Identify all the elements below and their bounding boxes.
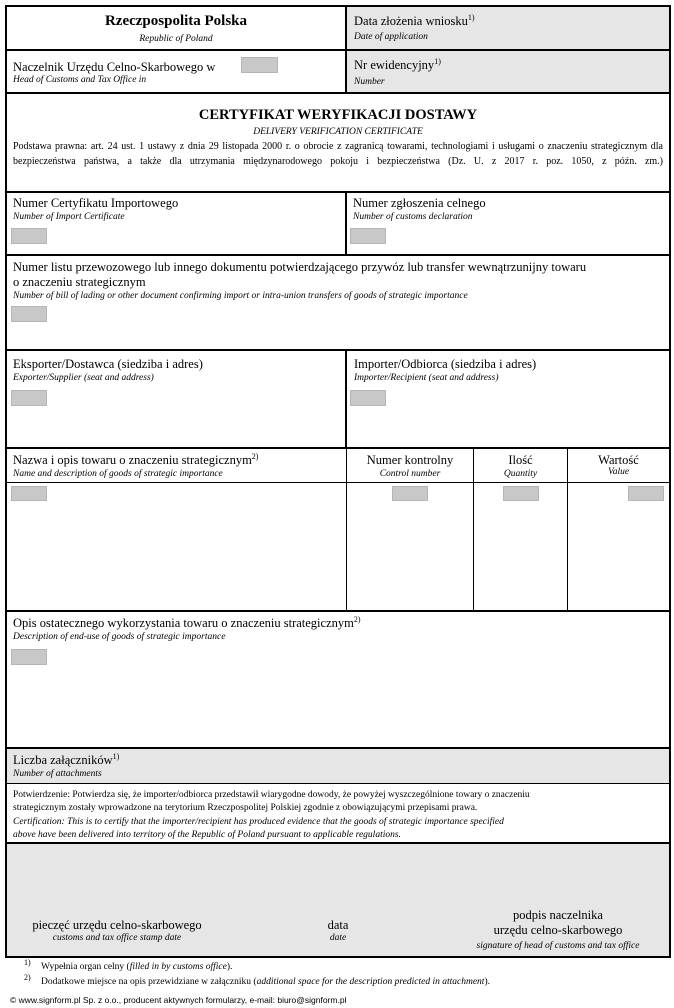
footnote-1: $^{1)}$ Wypełnia organ celny (filled in by customs office). bbox=[24, 957, 233, 972]
sep-3 bbox=[5, 191, 671, 193]
sep-7 bbox=[5, 610, 671, 612]
country-title-en: Republic of Poland bbox=[139, 34, 213, 44]
confirmation-line4: above have been delivered into territory of the Republic of Poland pursuant to applicable regulations. bbox=[13, 830, 401, 840]
certificate-title-en: DELIVERY VERIFICATION CERTIFICATE bbox=[253, 127, 423, 137]
quantity-input[interactable] bbox=[503, 486, 539, 501]
quantity-label: Ilość bbox=[508, 453, 533, 467]
exporter-label: Eksporter/Dostawca (siedziba i adres) bbox=[13, 357, 203, 371]
signature-label-line1: podpis naczelnika bbox=[513, 908, 603, 922]
date-sign-label-en: date bbox=[329, 933, 347, 943]
customs-decl-label: Numer zgłoszenia celnego bbox=[353, 196, 486, 210]
stamp-label: pieczęć urzędu celno-skarbowego bbox=[32, 918, 202, 932]
importer-label-en: Importer/Recipient (seat and address) bbox=[354, 373, 499, 383]
footnote-ref-1c: 1) bbox=[112, 751, 120, 761]
sep-goods-header bbox=[7, 482, 669, 483]
signature-label-en: signature of head of customs and tax office bbox=[476, 941, 640, 951]
bill-label-line2: o znaczeniu strategicznym bbox=[13, 275, 146, 289]
footnote-ref-1: 1) bbox=[467, 12, 475, 22]
end-use-label: Opis ostatecznego wykorzystania towaru o znaczeniu strategicznym$^{2)}$ bbox=[13, 614, 361, 630]
quantity-label-en: Quantity bbox=[503, 469, 538, 479]
footnote-ref-2: 2) bbox=[251, 451, 259, 461]
value-input[interactable] bbox=[628, 486, 664, 501]
frame-right bbox=[669, 5, 671, 958]
import-cert-label-en: Number of Import Certificate bbox=[13, 212, 125, 222]
confirmation-line1: Potwierdzenie: Potwierdza się, że importer/odbiorca przedstawił wiarygodne dowody, że powyżej wyszczególnione towary o znaczeniu bbox=[13, 790, 530, 800]
number-label: Nr ewidencyjny$^{1)}$ bbox=[354, 56, 441, 72]
stamp-label-en: customs and tax office stamp date bbox=[52, 933, 182, 943]
sep-5 bbox=[5, 349, 671, 351]
sep-6 bbox=[5, 447, 671, 449]
importer-input[interactable] bbox=[350, 390, 386, 406]
sep-2 bbox=[5, 92, 671, 94]
number-label-en: Number bbox=[354, 77, 385, 87]
sep-8 bbox=[5, 747, 671, 749]
exporter-label-en: Exporter/Supplier (seat and address) bbox=[13, 373, 154, 383]
footnote-ref-1b: 1) bbox=[434, 56, 441, 66]
attachments-label-en: Number of attachments bbox=[13, 769, 102, 779]
footnote-2: $^{2)}$ Dodatkowe miejsce na opis przewidziane w załączniku (additional space for the description predicted in attachment). bbox=[24, 972, 490, 987]
certificate-title: CERTYFIKAT WERYFIKACJI DOSTAWY bbox=[198, 107, 478, 123]
confirmation-line2: strategicznym zostały wprowadzone na terytorium Rzeczpospolitej Polskiej zgodnie z obowiązującymi przepisami prawa. bbox=[13, 803, 478, 813]
frame-top bbox=[5, 5, 671, 7]
vsep-header bbox=[345, 5, 347, 93]
bill-label-en: Number of bill of lading or other document confirming import or intra-union transfers of goods of strategic importance bbox=[13, 291, 468, 301]
bill-label-line1: Numer listu przewozowego lub innego dokumentu potwierdzającego przywóz lub transfer wewnątrzunijny towaru bbox=[13, 260, 587, 274]
date-label: Data złożenia wniosku$^{1)}$ bbox=[354, 12, 475, 28]
end-use-label-en: Description of end-use of goods of strategic importance bbox=[13, 632, 226, 642]
goods-name-label-en: Name and description of goods of strategic importance bbox=[13, 469, 223, 479]
control-number-label-en: Control number bbox=[379, 469, 441, 479]
exporter-input[interactable] bbox=[11, 390, 47, 406]
office-input[interactable] bbox=[241, 57, 278, 73]
footnote-ref-2b: 2) bbox=[353, 614, 361, 624]
sep-10 bbox=[5, 842, 671, 844]
date-label-en: Date of application bbox=[354, 32, 428, 42]
bill-input[interactable] bbox=[11, 306, 47, 322]
import-cert-input[interactable] bbox=[11, 228, 47, 244]
value-label-en: Value bbox=[607, 467, 630, 477]
vsep-exporter bbox=[345, 349, 347, 449]
customs-decl-label-en: Number of customs declaration bbox=[353, 212, 473, 222]
sep-1 bbox=[5, 49, 671, 51]
end-use-input[interactable] bbox=[11, 649, 47, 665]
attachments-label: Liczba załączników$^{1)}$ bbox=[13, 751, 120, 767]
footnote-1-mark: 1) bbox=[24, 957, 31, 967]
office-label: Naczelnik Urzędu Celno-Skarbowego w bbox=[13, 60, 216, 74]
office-label-en: Head of Customs and Tax Office in bbox=[13, 75, 147, 85]
goods-name-input[interactable] bbox=[11, 486, 47, 501]
sep-9 bbox=[7, 783, 669, 784]
import-cert-label: Numer Certyfikatu Importowego bbox=[13, 196, 179, 210]
publisher-footer: © www.signform.pl Sp. z o.o., producent aktywnych formularzy, e-mail: biuro@signform.pl bbox=[10, 995, 347, 1005]
vsep-import bbox=[345, 191, 347, 256]
sep-4 bbox=[5, 254, 671, 256]
control-number-label: Numer kontrolny bbox=[366, 453, 454, 467]
country-title: Rzeczpospolita Polska bbox=[104, 13, 248, 29]
legal-basis: Podstawa prawna: art. 24 ust. 1 ustawy z dnia 29 listopada 2000 r. o obrocie z zagranicą towarami, technologiami i usługami o znaczeniu strategicznym dla bezpieczeństwa państwa, a także dla utrzymania międzynarodowego pokoju i bezpieczeństwa (Dz. U. z 2017 r. poz. 1050, z późn. zm.) bbox=[13, 141, 663, 167]
footnote-2-mark: 2) bbox=[24, 972, 31, 982]
importer-label: Importer/Odbiorca (siedziba i adres) bbox=[354, 357, 537, 371]
value-label: Wartość bbox=[598, 453, 639, 467]
goods-name-label: Nazwa i opis towaru o znaczeniu strategicznym$^{2)}$ bbox=[13, 451, 259, 467]
date-sign-label: data bbox=[327, 918, 349, 932]
control-number-input[interactable] bbox=[392, 486, 428, 501]
customs-decl-input[interactable] bbox=[350, 228, 386, 244]
confirmation-line3: Certification: This is to certify that the importer/recipient has produced evidence that the goods of strategic importance specified bbox=[13, 817, 504, 827]
signature-label-line2: urzędu celno-skarbowego bbox=[493, 923, 623, 937]
frame-bottom bbox=[5, 956, 671, 958]
